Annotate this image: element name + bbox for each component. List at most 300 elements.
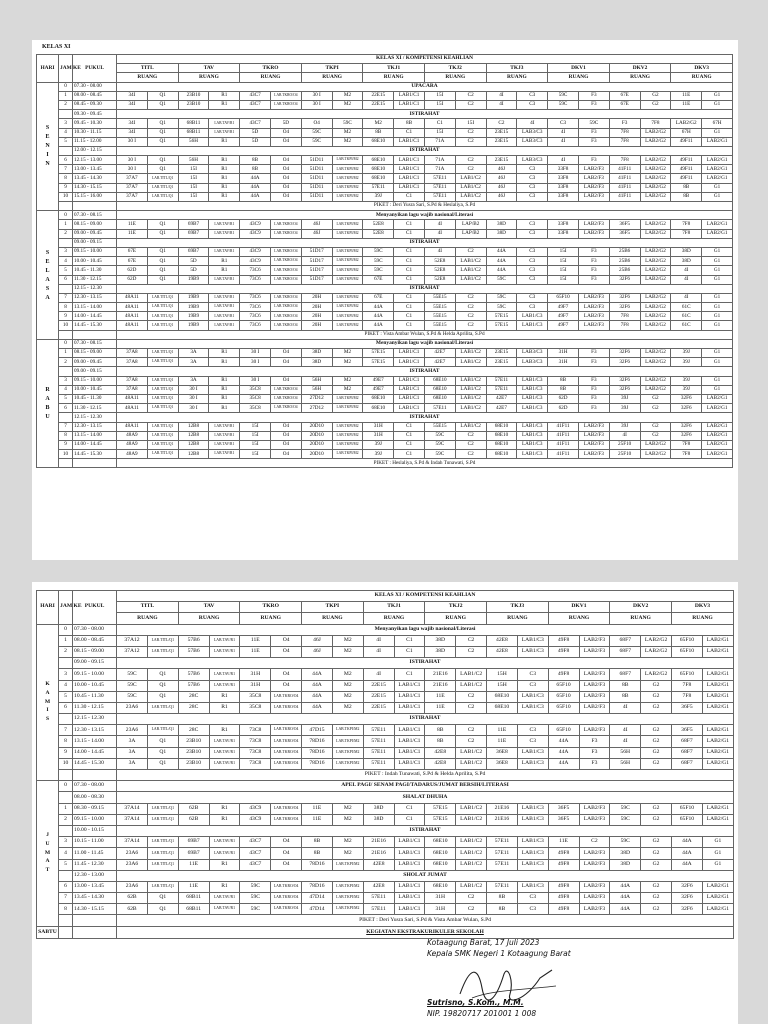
teacher-code-cell: 49E7 <box>363 376 394 385</box>
day-letter: R <box>45 387 50 394</box>
class-header: TKJ2 <box>424 64 486 73</box>
teacher-code-cell: 55E15 <box>424 293 455 302</box>
room-cell: LAB2/G2 <box>640 266 671 275</box>
activity-cell: ISTIRAHAT <box>117 146 733 155</box>
teacher-code-cell: 62D <box>117 266 148 275</box>
ruang-header: RUANG <box>178 73 240 82</box>
room-cell: R1 <box>209 725 240 736</box>
teacher-code-cell: 31H <box>425 893 456 904</box>
teacher-code-cell: 5D <box>178 257 209 266</box>
room-cell: LAB2/G1 <box>702 450 733 459</box>
teacher-code-cell: 44A <box>240 174 271 183</box>
table-row <box>37 82 733 91</box>
room-cell: F3 <box>578 349 609 358</box>
pukul-cell <box>73 770 117 781</box>
room-cell: M2 <box>332 349 363 358</box>
teacher-code-cell: 8B <box>487 893 518 904</box>
room-cell: LAB.TITL/Q1 <box>147 422 178 431</box>
teacher-code-cell: 51D17 <box>301 247 332 256</box>
room-cell: LAB.TKPI/M2 <box>332 293 363 302</box>
teacher-code-cell: 34I <box>117 119 148 128</box>
room-cell: LAB1/C2 <box>456 747 487 758</box>
teacher-code-cell: 51D11 <box>301 183 332 192</box>
room-cell: LAB2/G2 <box>640 440 671 449</box>
teacher-code-cell: 59C <box>363 257 394 266</box>
pukul-cell: 10.30 - 11.15 <box>73 128 117 137</box>
teacher-code-cell: 23E15 <box>486 358 517 367</box>
ruang-header: RUANG <box>363 73 425 82</box>
room-cell: LAB2/G1 <box>702 702 733 713</box>
teacher-code-cell: 65F10 <box>671 803 702 814</box>
table-row <box>37 257 733 266</box>
room-cell: G1 <box>702 100 733 109</box>
teacher-code-cell: 52E8 <box>424 275 455 284</box>
room-cell: LAB1/C2 <box>456 669 487 680</box>
room-cell: G2 <box>641 814 672 825</box>
teacher-code-cell: 49F11 <box>671 137 702 146</box>
jam-cell: 2 <box>59 100 73 109</box>
pukul-cell: 11.00 - 11.45 <box>73 848 117 859</box>
room-cell: C2 <box>455 165 486 174</box>
ruang-header-row <box>37 613 734 624</box>
jam-cell: 4 <box>59 680 73 691</box>
teacher-code-cell: 61C <box>671 321 702 330</box>
room-cell: LAB1/C2 <box>455 257 486 266</box>
teacher-code-cell: 57E11 <box>486 376 517 385</box>
teacher-code-cell: 15I <box>178 165 209 174</box>
teacher-code-cell: 38D <box>486 220 517 229</box>
room-cell: LAB.TITL/Q1 <box>147 349 178 358</box>
room-cell: LAB.TAV/R1 <box>209 904 240 915</box>
room-cell: LAB1/C2 <box>456 881 487 892</box>
schedule-table-1 <box>36 54 733 468</box>
teacher-code-cell: 57E15 <box>425 814 456 825</box>
handwritten-signature <box>452 960 562 1006</box>
activity-cell: SHALAT DHUHA <box>117 792 734 803</box>
table-row <box>37 229 733 238</box>
room-cell: LAB.TKPI/M2 <box>332 758 363 769</box>
room-cell: LAB.TKRO/O4 <box>271 803 302 814</box>
table-row <box>37 680 734 691</box>
teacher-code-cell: 59C <box>486 303 517 312</box>
teacher-code-cell: 32F6 <box>671 394 702 403</box>
room-cell: LAB.TITL/Q1 <box>147 312 178 321</box>
room-cell: LAB1/C3 <box>517 803 548 814</box>
jam-cell: 1 <box>59 803 73 814</box>
room-cell: C2 <box>456 893 487 904</box>
teacher-code-cell: 78D16 <box>302 859 333 870</box>
room-cell: C2 <box>455 100 486 109</box>
room-cell: C2 <box>456 691 487 702</box>
table-row <box>37 385 733 394</box>
day-letter: S <box>45 125 50 132</box>
teacher-code-cell: 31H <box>425 904 456 915</box>
pukul-cell: 10.00 - 10.45 <box>73 257 117 266</box>
jam-cell: 5 <box>59 859 73 870</box>
room-cell: O4 <box>270 128 301 137</box>
class-header: DKV2 <box>610 602 672 613</box>
jam-cell: 1 <box>59 635 73 646</box>
room-cell: LAB.TKRO/O4 <box>271 814 302 825</box>
room-cell: LAB.TAV/R1 <box>209 431 240 440</box>
room-cell: LAB2/G2 <box>640 156 671 165</box>
teacher-code-cell: 38D <box>301 358 332 367</box>
teacher-code-cell: 4I <box>363 646 394 657</box>
teacher-code-cell: 59C <box>117 691 148 702</box>
teacher-code-cell: 15I <box>240 450 271 459</box>
room-cell: G2 <box>640 91 671 100</box>
room-cell: O4 <box>270 174 301 183</box>
room-cell: LAB1/C1 <box>394 174 425 183</box>
room-cell: LAB.TITL/Q1 <box>147 635 178 646</box>
room-cell: LAB2/G1 <box>702 680 733 691</box>
teacher-code-cell: 68E10 <box>486 422 517 431</box>
room-cell: Q1 <box>147 747 178 758</box>
room-cell: C3 <box>517 100 548 109</box>
room-cell: C3 <box>517 893 548 904</box>
table-row <box>37 358 733 367</box>
jam-cell: 6 <box>59 275 73 284</box>
room-cell: G1 <box>702 321 733 330</box>
room-cell: C2 <box>455 431 486 440</box>
room-cell: LAB.TAV/R1 <box>209 837 240 848</box>
teacher-code-cell: 44A <box>363 312 394 321</box>
room-cell: LAB2/F3 <box>578 303 609 312</box>
teacher-code-cell: 44A <box>548 736 579 747</box>
teacher-code-cell: 44A <box>486 247 517 256</box>
teacher-code-cell: 68F7 <box>671 758 702 769</box>
room-cell: LAB2/G2 <box>640 385 671 394</box>
room-cell: LAB1/C2 <box>455 394 486 403</box>
pukul-cell: 09.00 - 09.15 <box>73 367 117 376</box>
teacher-code-cell: 21E16 <box>425 680 456 691</box>
room-cell: 59C <box>578 119 609 128</box>
room-cell: LAB2/G2 <box>640 257 671 266</box>
room-cell: LAB.TKRO/O4 <box>270 275 301 284</box>
teacher-code-cell: 49F8 <box>548 635 579 646</box>
teacher-code-cell: 37A8 <box>117 376 148 385</box>
teacher-code-cell: 49F7 <box>548 303 579 312</box>
teacher-code-cell: 33F8 <box>548 174 579 183</box>
table-row <box>37 211 733 220</box>
room-cell: G2 <box>641 691 672 702</box>
room-cell: O4 <box>271 635 302 646</box>
teacher-code-cell: C3 <box>548 119 579 128</box>
room-cell: C1 <box>394 321 425 330</box>
teacher-code-cell: 59C <box>301 128 332 137</box>
teacher-code-cell: 4I <box>609 431 640 440</box>
teacher-code-cell: 65F10 <box>671 669 702 680</box>
room-cell: C3 <box>517 165 548 174</box>
activity-cell: ISTIRAHAT <box>117 714 734 725</box>
teacher-code-cell: 22E15 <box>363 680 394 691</box>
teacher-code-cell: 7F8 <box>671 691 702 702</box>
jam-cell: 5 <box>59 691 73 702</box>
signature-title: Kepala SMK Negeri 1 Kotaagung Barat <box>427 949 571 958</box>
room-cell: LAB1/C1 <box>394 349 425 358</box>
teacher-code-cell: 67E <box>363 293 394 302</box>
table-row <box>37 669 734 680</box>
teacher-code-cell: 48A9 <box>117 450 148 459</box>
teacher-code-cell: 48A11 <box>117 404 148 413</box>
room-cell: LAB.TAV/R1 <box>209 275 240 284</box>
teacher-code-cell: 22E15 <box>363 702 394 713</box>
room-cell: O4 <box>270 165 301 174</box>
teacher-code-cell: 44A <box>671 837 702 848</box>
teacher-code-cell: 49F8 <box>548 881 579 892</box>
class-header: DKV2 <box>609 64 671 73</box>
room-cell: LAB1/C1 <box>394 394 425 403</box>
day-letter: S <box>45 285 50 292</box>
table-row <box>37 367 733 376</box>
teacher-code-cell: 55E15 <box>424 422 455 431</box>
teacher-code-cell: 30 I <box>240 358 271 367</box>
teacher-code-cell: 25F10 <box>609 450 640 459</box>
teacher-code-cell: 35C8 <box>240 394 271 403</box>
room-cell: LAB.TAV/R1 <box>209 440 240 449</box>
teacher-code-cell: 15I <box>424 91 455 100</box>
room-cell: LAB.TKPI/M2 <box>332 257 363 266</box>
room-cell: C1 <box>394 803 425 814</box>
room-cell: C1 <box>394 303 425 312</box>
teacher-code-cell: 30 I <box>178 404 209 413</box>
teacher-code-cell: 57E11 <box>363 725 394 736</box>
teacher-code-cell: 34I <box>117 100 148 109</box>
ruang-header: RUANG <box>240 613 302 624</box>
teacher-code-cell: 30 I <box>301 91 332 100</box>
teacher-code-cell: 37A12 <box>117 635 148 646</box>
room-cell: LAB2/G1 <box>702 635 733 646</box>
room-cell: C3 <box>517 257 548 266</box>
room-cell: LAB2/F3 <box>579 680 610 691</box>
jam-cell: 5 <box>59 266 73 275</box>
pukul-cell: 07.30 - 08.00 <box>73 624 117 635</box>
pukul-cell: 11.15 - 12.00 <box>73 137 117 146</box>
room-cell: LAB2/F3 <box>578 183 609 192</box>
room-cell: G1 <box>702 192 733 201</box>
teacher-code-cell: 65F10 <box>548 702 579 713</box>
table-row <box>37 192 733 201</box>
room-cell: LAB.TKPI/M2 <box>332 904 363 915</box>
pukul-cell: 12.15 - 12.30 <box>73 714 117 725</box>
teacher-code-cell: 71A <box>424 137 455 146</box>
teacher-code-cell: 39J <box>363 440 394 449</box>
room-cell: O4 <box>270 137 301 146</box>
ruang-header: RUANG <box>671 613 733 624</box>
teacher-code-cell: 57E15 <box>363 349 394 358</box>
day-letter: I <box>46 152 49 159</box>
table-row <box>37 100 733 109</box>
teacher-code-cell: 47D14 <box>302 893 333 904</box>
teacher-code-cell: 7F8 <box>609 156 640 165</box>
room-cell: LAB2/F3 <box>579 904 610 915</box>
day-letter: A <box>45 294 50 301</box>
teacher-code-cell: 65F10 <box>671 814 702 825</box>
room-cell: R1 <box>209 803 240 814</box>
room-cell: F3 <box>578 137 609 146</box>
room-cell: LAB1/C3 <box>517 702 548 713</box>
room-cell: M2 <box>332 358 363 367</box>
teacher-code-cell: 57B6 <box>178 680 209 691</box>
room-cell: LAB2/F3 <box>579 893 610 904</box>
day-cell <box>37 82 59 211</box>
teacher-code-cell: 65F10 <box>548 293 579 302</box>
teacher-code-cell: 46J <box>486 174 517 183</box>
teacher-code-cell: 23E15 <box>486 137 517 146</box>
jam-cell: 4 <box>59 848 73 859</box>
room-cell: O4 <box>270 450 301 459</box>
room-cell: C1 <box>394 266 425 275</box>
teacher-code-cell: 52E8 <box>424 257 455 266</box>
room-cell: LAB.TITL/Q1 <box>147 646 178 657</box>
teacher-code-cell: 62D <box>548 394 579 403</box>
room-cell: C1 <box>394 814 425 825</box>
room-cell: LAB.TAV/R1 <box>209 646 240 657</box>
table-row <box>37 247 733 256</box>
pukul-cell: 09.45 - 10.30 <box>73 119 117 128</box>
room-cell: LAB1/C2 <box>455 358 486 367</box>
teacher-code-cell: 73C8 <box>240 736 271 747</box>
teacher-code-cell: 57E11 <box>363 183 394 192</box>
room-cell: Q1 <box>147 247 178 256</box>
pukul-cell: 09.15 - 10.00 <box>73 814 117 825</box>
room-cell: LAB.TKPI/M2 <box>332 404 363 413</box>
teacher-code-cell: 49F8 <box>548 848 579 859</box>
room-cell: M2 <box>332 646 363 657</box>
ruang-header: RUANG <box>609 73 671 82</box>
teacher-code-cell: 57E15 <box>363 358 394 367</box>
jam-cell <box>59 202 73 211</box>
teacher-code-cell: 43C7 <box>240 91 271 100</box>
room-cell: C2 <box>455 303 486 312</box>
teacher-code-cell: 43C7 <box>240 119 271 128</box>
teacher-code-cell: 68B11 <box>178 119 209 128</box>
room-cell: LAB1/C1 <box>394 848 425 859</box>
teacher-code-cell: 20D10 <box>301 431 332 440</box>
teacher-code-cell: 8B <box>302 848 333 859</box>
room-cell: LAB3/C3 <box>517 156 548 165</box>
teacher-code-cell: 68E10 <box>363 174 394 183</box>
room-cell: LAB1/C1 <box>394 183 425 192</box>
pukul-cell: 07.30 - 08.15 <box>73 339 117 348</box>
room-cell: R1 <box>209 881 240 892</box>
teacher-code-cell: 8B <box>425 725 456 736</box>
room-cell: G2 <box>641 848 672 859</box>
pukul-cell: 09.30 - 09.45 <box>73 110 117 119</box>
teacher-code-cell: 69B7 <box>178 229 209 238</box>
teacher-code-cell: 57E11 <box>487 837 518 848</box>
room-cell: LAB1/C1 <box>394 702 425 713</box>
room-cell: LAB1/C1 <box>394 881 425 892</box>
jam-cell: 3 <box>59 119 73 128</box>
teacher-code-cell: 41F11 <box>548 450 579 459</box>
room-cell: LAB1/C1 <box>394 904 425 915</box>
teacher-code-cell: 65F10 <box>671 635 702 646</box>
room-cell: LAB.TKPI/M2 <box>332 220 363 229</box>
pukul-cell: 12.00 - 12.15 <box>73 146 117 155</box>
room-cell: LAB1/C1 <box>394 725 425 736</box>
room-cell: LAB.TKRO/O4 <box>270 247 301 256</box>
pukul-cell: 14.30 - 15.15 <box>73 904 117 915</box>
teacher-code-cell: 67E <box>609 91 640 100</box>
pukul-cell: 08.00 - 08.30 <box>73 792 117 803</box>
room-cell: O4 <box>270 431 301 440</box>
teacher-code-cell: 37A7 <box>117 192 148 201</box>
teacher-code-cell: 8B <box>240 156 271 165</box>
teacher-code-cell: 28C <box>178 725 209 736</box>
teacher-code-cell: 55E15 <box>424 312 455 321</box>
teacher-code-cell: 65F10 <box>548 691 579 702</box>
teacher-code-cell: 36F5 <box>671 702 702 713</box>
piket-cell: PIKET : Deri Yusra Sari, S.Pd & Heslaliya, S.Pd <box>117 202 733 211</box>
room-cell: C2 <box>456 702 487 713</box>
class-header: DKV1 <box>548 602 610 613</box>
teacher-code-cell: 32F6 <box>609 385 640 394</box>
room-cell: LAB2/G1 <box>702 422 733 431</box>
teacher-code-cell: 8B <box>487 904 518 915</box>
jam-cell: 4 <box>59 385 73 394</box>
room-cell: LAB2/G2 <box>640 349 671 358</box>
room-cell: LAB2/F3 <box>579 881 610 892</box>
teacher-code-cell: 33F8 <box>548 165 579 174</box>
table-row <box>37 781 734 792</box>
teacher-code-cell: 39J <box>609 404 640 413</box>
teacher-code-cell: 25B6 <box>609 266 640 275</box>
pukul-cell: 09.00 - 09.15 <box>73 238 117 247</box>
teacher-code-cell: 4I <box>486 100 517 109</box>
room-cell: LAB2/F3 <box>578 220 609 229</box>
room-cell: LAB.TITL/Q1 <box>147 848 178 859</box>
teacher-code-cell: 59C <box>486 275 517 284</box>
teacher-code-cell: 11E <box>302 803 333 814</box>
room-cell: LAB1/C3 <box>517 422 548 431</box>
room-cell: LAB2/G2 <box>640 137 671 146</box>
teacher-code-cell: 59C <box>486 293 517 302</box>
teacher-code-cell: 25B6 <box>609 247 640 256</box>
teacher-code-cell: 59C <box>117 680 148 691</box>
room-cell: LAB2/F3 <box>578 312 609 321</box>
room-cell: LAB.TKPI/M2 <box>332 422 363 431</box>
teacher-code-cell: 11E <box>178 881 209 892</box>
ruang-header-row <box>37 73 733 82</box>
jam-cell <box>59 825 73 836</box>
pukul-cell: 11.30 - 12.15 <box>73 275 117 284</box>
jam-cell: 0 <box>59 624 73 635</box>
jam-cell: 0 <box>59 82 73 91</box>
room-cell: LAB2/G1 <box>702 893 733 904</box>
room-cell: R1 <box>209 192 240 201</box>
room-cell: G2 <box>641 725 672 736</box>
room-cell: LAB2/G2 <box>640 358 671 367</box>
table-row <box>37 926 734 939</box>
pukul-cell: 13.15 - 14.00 <box>73 736 117 747</box>
room-cell: Q1 <box>147 758 178 769</box>
room-cell: LAB.TKPI/M2 <box>332 247 363 256</box>
teacher-code-cell: 32F6 <box>671 431 702 440</box>
teacher-code-cell: 4I <box>548 128 579 137</box>
teacher-code-cell: 34I <box>117 91 148 100</box>
room-cell: Q1 <box>147 266 178 275</box>
room-cell: LAB2/G2 <box>640 174 671 183</box>
room-cell: LAB1/C1 <box>394 91 425 100</box>
teacher-code-cell: 35C8 <box>240 702 271 713</box>
teacher-code-cell: C2 <box>486 119 517 128</box>
room-cell: LAB.TKRO/O4 <box>270 229 301 238</box>
table-row <box>37 349 733 358</box>
room-cell: F3 <box>578 376 609 385</box>
signature-place-date: Kotaagung Barat, 17 Juli 2023 <box>427 938 540 947</box>
table-row <box>37 266 733 275</box>
